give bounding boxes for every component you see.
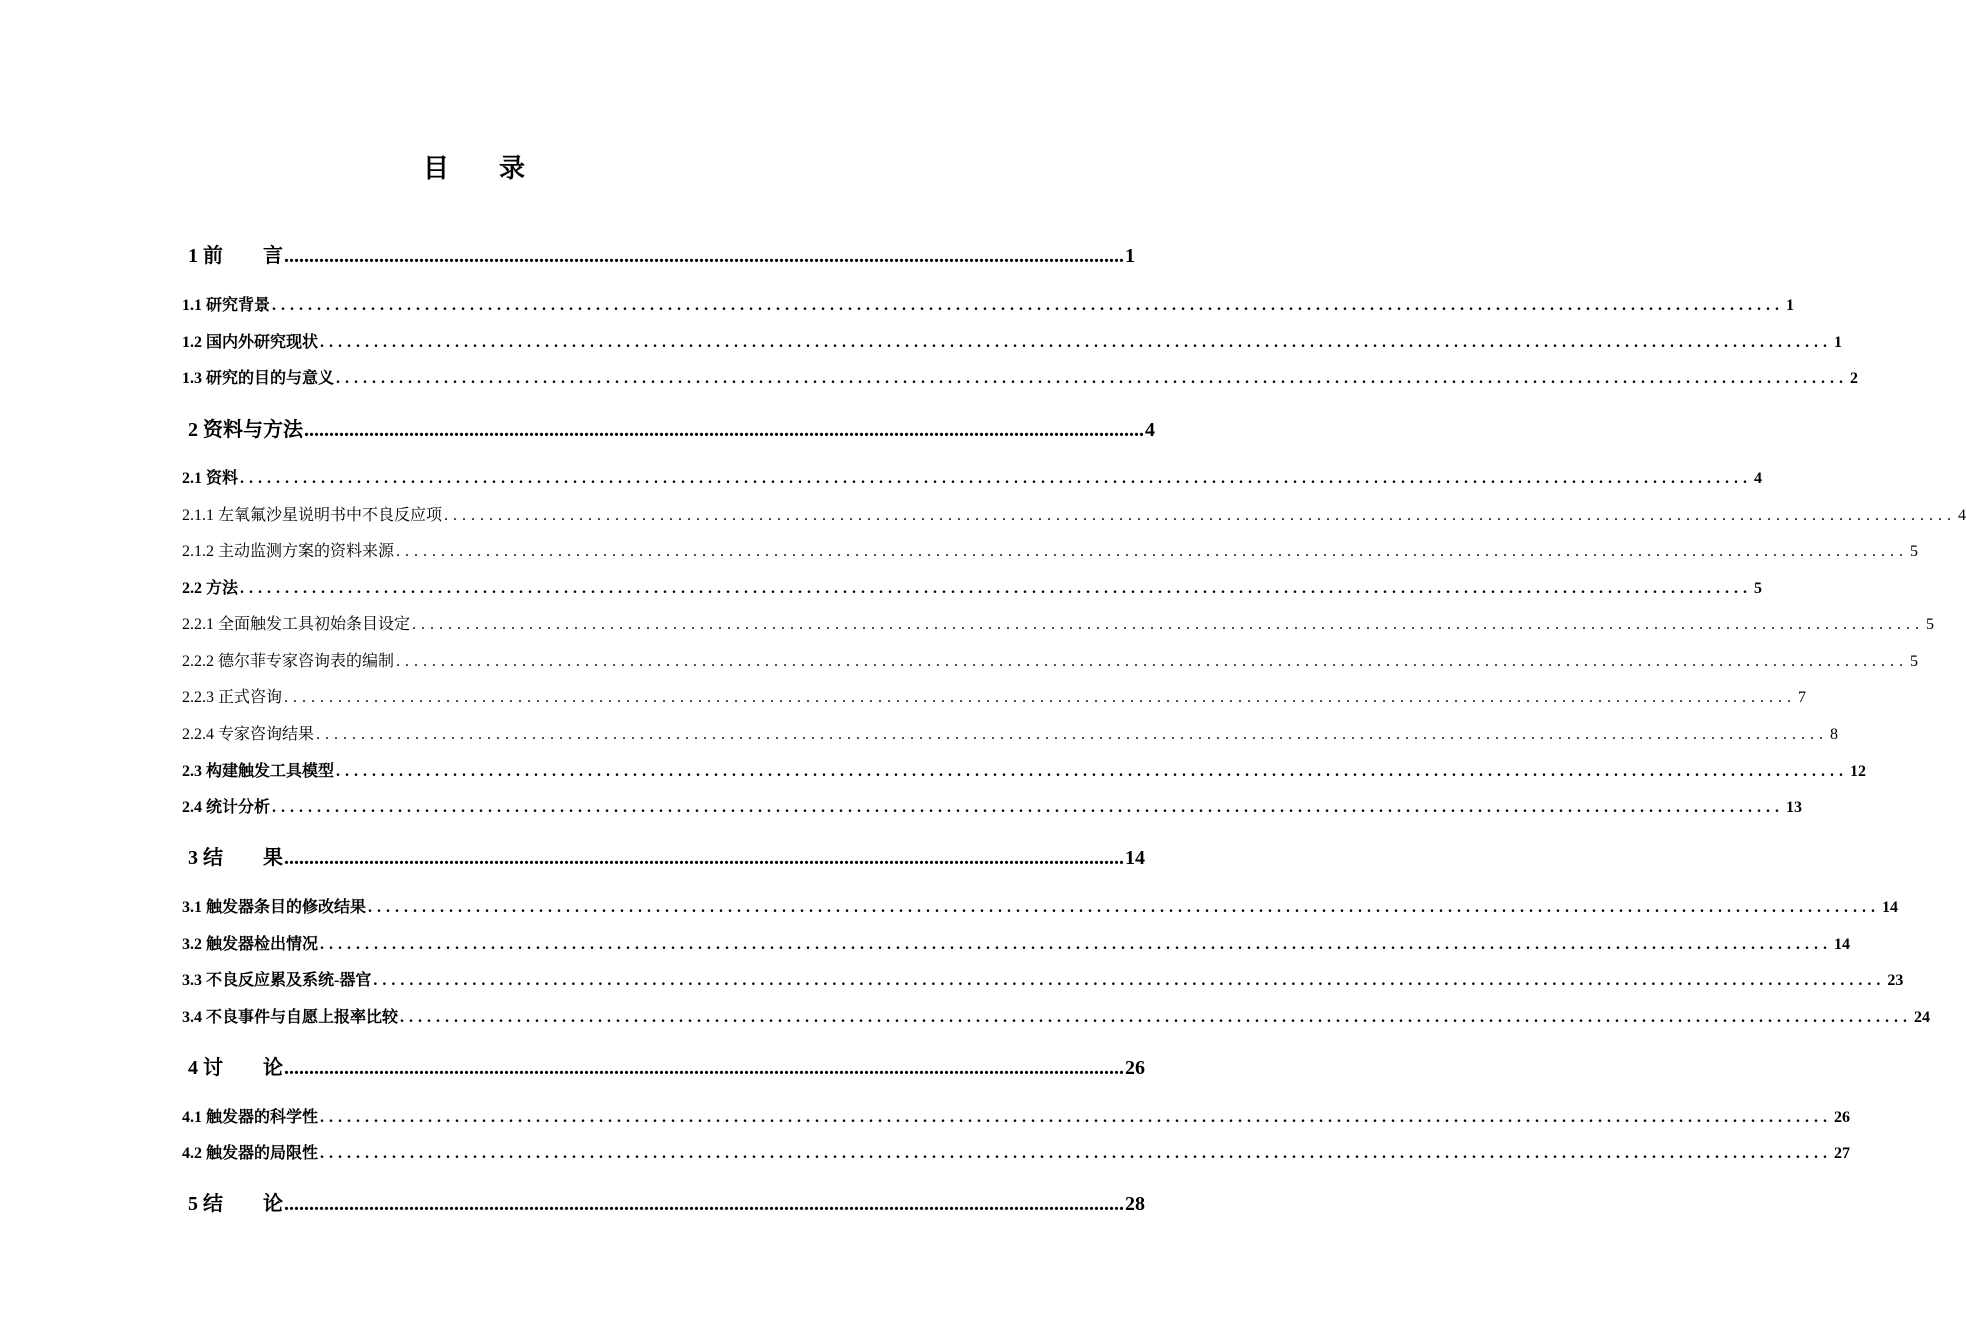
dot-leader: ........................................................................................................................................................................ [284, 1057, 1124, 1079]
page-number: 24 [1914, 1009, 1931, 1026]
toc-entry-1-1[interactable] [182, 297, 1795, 314]
toc-entry-2-1-2[interactable] [182, 543, 1919, 560]
page-number: 4 [1754, 470, 1763, 487]
chapter-number: 4 [188, 1057, 198, 1079]
entry-label: 2.3 构建触发工具模型 [182, 763, 335, 780]
dot-leader: ........................................................................................................................................................................ [284, 847, 1124, 869]
page-number: 12 [1850, 763, 1867, 780]
entry-label: 2.1.2 主动监测方案的资料来源 [182, 543, 395, 560]
dot-leader: ........................................................................................................................................................................ [272, 297, 1785, 314]
page-number: 2 [1850, 370, 1859, 387]
page-number: 13 [1786, 799, 1803, 816]
toc-entry-1-2[interactable] [182, 334, 1843, 351]
toc-entry-1-3[interactable] [182, 370, 1859, 387]
dot-leader: ........................................................................................................................................................................ [240, 580, 1753, 597]
entry-label: 3.4 不良事件与自愿上报率比较 [182, 1009, 399, 1026]
dot-leader: ........................................................................................................................................................................ [316, 726, 1829, 743]
toc-entry-2-2[interactable] [182, 580, 1763, 597]
page-number: 1 [1786, 297, 1795, 314]
toc-entry-2-2-4[interactable] [182, 726, 1839, 743]
dot-leader: ........................................................................................................................................................................ [284, 245, 1124, 267]
entry-label: 2.1.1 左氧氟沙星说明书中不良反应项 [182, 507, 443, 524]
dot-leader: ........................................................................................................................................................................ [412, 616, 1925, 633]
toc-entry-2-3[interactable] [182, 763, 1867, 780]
entry-label: 2 资料与方法 [188, 419, 303, 441]
entry-label: 2.2.4 专家咨询结果 [182, 726, 315, 743]
entry-label: 1.2 国内外研究现状 [182, 334, 319, 351]
toc-entry-2-4[interactable] [182, 799, 1803, 816]
toc-title [0, 148, 950, 185]
toc-title-left: 目 [422, 154, 451, 183]
dot-leader: ........................................................................................................................................................................ [284, 689, 1797, 706]
page-number: 27 [1834, 1145, 1851, 1162]
dot-leader: ........................................................................................................................................................................ [373, 972, 1886, 989]
dot-leader: ........................................................................................................................................................................ [320, 936, 1833, 953]
toc-entry-3-1[interactable] [182, 899, 1899, 916]
page-number: 5 [1754, 580, 1763, 597]
dot-leader: ........................................................................................................................................................................ [320, 1145, 1833, 1162]
dot-leader: ........................................................................................................................................................................ [444, 507, 1957, 524]
dot-leader: ........................................................................................................................................................................ [396, 653, 1909, 670]
page-number: 14 [1834, 936, 1851, 953]
dot-leader: ........................................................................................................................................................................ [320, 1109, 1833, 1126]
entry-label: 1.3 研究的目的与意义 [182, 370, 335, 387]
page-number: 4 [1958, 507, 1966, 524]
page-number: 7 [1798, 689, 1807, 706]
entry-label: 2.2.3 正式咨询 [182, 689, 283, 706]
toc-entry-4-1[interactable] [182, 1109, 1851, 1126]
dot-leader: ........................................................................................................................................................................ [336, 370, 1849, 387]
toc-title-right: 录 [499, 154, 528, 183]
page-number: 5 [1926, 616, 1935, 633]
entry-label: 2.2.2 德尔菲专家咨询表的编制 [182, 653, 395, 670]
dot-leader: ........................................................................................................................................................................ [284, 1193, 1124, 1215]
entry-label: 2.4 统计分析 [182, 799, 271, 816]
page-number: 1 [1125, 245, 1135, 267]
entry-label: 1.1 研究背景 [182, 297, 271, 314]
chapter-number: 3 [188, 847, 198, 869]
toc-entry-2-1[interactable] [182, 470, 1763, 487]
dot-leader: ........................................................................................................................................................................ [400, 1009, 1913, 1026]
dot-leader: ........................................................................................................................................................................ [396, 543, 1909, 560]
page-number: 26 [1834, 1109, 1851, 1126]
toc-entry-chapter-4[interactable]: 4 讨 论 ........................................................................................................................................................................ 26 [188, 1057, 1145, 1079]
page-number: 5 [1910, 543, 1919, 560]
chapter-number: 1 [188, 245, 198, 267]
dot-leader: ........................................................................................................................................................................ [320, 334, 1833, 351]
page-number: 14 [1882, 899, 1899, 916]
entry-label: 3.2 触发器检出情况 [182, 936, 319, 953]
toc-entry-chapter-1[interactable]: 1 前 言 ........................................................................................................................................................................ 1 [188, 245, 1135, 267]
page-number: 5 [1910, 653, 1919, 670]
page-number: 28 [1125, 1193, 1145, 1215]
entry-label: 3.1 触发器条目的修改结果 [182, 899, 367, 916]
page-number: 1 [1834, 334, 1843, 351]
page-number: 8 [1830, 726, 1839, 743]
dot-leader: ........................................................................................................................................................................ [240, 470, 1753, 487]
entry-label: 4.1 触发器的科学性 [182, 1109, 319, 1126]
dot-leader: ........................................................................................................................................................................ [336, 763, 1849, 780]
toc-entry-chapter-2[interactable] [188, 419, 1155, 441]
toc-entry-2-2-1[interactable] [182, 616, 1935, 633]
toc-entry-2-2-2[interactable] [182, 653, 1919, 670]
toc-entry-2-2-3[interactable] [182, 689, 1807, 706]
toc-entry-3-4[interactable] [182, 1009, 1931, 1026]
entry-label: 2.2.1 全面触发工具初始条目设定 [182, 616, 411, 633]
page-number: 4 [1145, 419, 1155, 441]
dot-leader: ........................................................................................................................................................................ [368, 899, 1881, 916]
entry-label: 4.2 触发器的局限性 [182, 1145, 319, 1162]
toc-entry-chapter-5[interactable]: 5 结 论 ........................................................................................................................................................................ 28 [188, 1193, 1145, 1215]
toc-entry-2-1-1[interactable] [182, 507, 1966, 524]
page-number: 26 [1125, 1057, 1145, 1079]
entry-label: 3.3 不良反应累及系统-器官 [182, 972, 372, 989]
toc-entry-3-3[interactable] [182, 972, 1904, 989]
entry-label: 2.1 资料 [182, 470, 239, 487]
entry-label: 2.2 方法 [182, 580, 239, 597]
toc-entry-chapter-3[interactable]: 3 结 果 ........................................................................................................................................................................ 14 [188, 847, 1145, 869]
dot-leader: ........................................................................................................................................................................ [272, 799, 1785, 816]
toc-entry-4-2[interactable] [182, 1145, 1851, 1162]
chapter-number: 5 [188, 1193, 198, 1215]
page-number: 23 [1887, 972, 1904, 989]
page-number: 14 [1125, 847, 1145, 869]
toc-entry-3-2[interactable] [182, 936, 1851, 953]
dot-leader: ........................................................................................................................................................................ [304, 419, 1144, 441]
